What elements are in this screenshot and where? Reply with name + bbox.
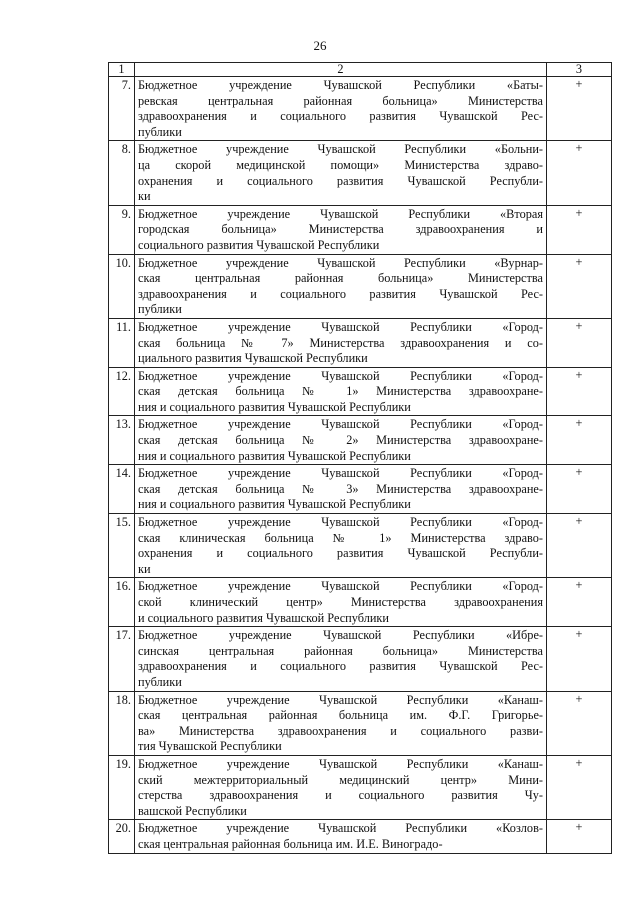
institution-name-line: ская детская больница № 3» Министерства здравоохране- <box>138 481 543 496</box>
institution-name-line: Бюджетное учреждение Чувашской Республики «Город- <box>138 417 543 432</box>
applicability-mark: + <box>547 465 612 514</box>
applicability-mark: + <box>547 318 612 367</box>
institution-name-line: публики <box>138 302 182 317</box>
table-row <box>109 141 612 205</box>
applicability-mark: + <box>547 367 612 416</box>
institution-name-line: Бюджетное учреждение Чувашской Республики «Баты- <box>138 78 543 92</box>
applicability-mark: + <box>547 820 612 853</box>
institution-name <box>135 820 547 853</box>
institution-name <box>135 141 547 205</box>
row-number: 9. <box>109 205 135 254</box>
institution-name-line: ца скорой медицинской помощи» Министерства здраво- <box>138 157 543 172</box>
table-row <box>109 578 612 627</box>
table-row <box>109 465 612 514</box>
institution-name-line: ская детская больница № 2» Министерства здравоохране- <box>138 433 543 448</box>
page-number: 26 <box>313 38 327 53</box>
institution-name-line: Бюджетное учреждение Чувашской Республики «Канаш- <box>138 756 543 771</box>
institution-name <box>135 755 547 819</box>
institution-name-line: ская клиническая больница № 1» Министерства здраво- <box>138 530 543 545</box>
institution-name-line: ния и социального развития Чувашской Республики <box>138 497 411 512</box>
row-number: 8. <box>109 141 135 205</box>
applicability-mark: + <box>547 141 612 205</box>
applicability-mark: + <box>547 578 612 627</box>
institution-name-line: Бюджетное учреждение Чувашской Республики «Больни- <box>138 142 543 157</box>
institution-name-line: тия Чувашской Республики <box>138 739 282 754</box>
institution-name-line: городская больница» Министерства здравоохранения и <box>138 222 543 237</box>
institution-name-line: ревская центральная районная больница» Министерства <box>138 93 543 108</box>
row-number: 10. <box>109 254 135 318</box>
institution-name <box>135 254 547 318</box>
institution-name-line: ния и социального развития Чувашской Республики <box>138 399 411 414</box>
applicability-mark: + <box>547 514 612 578</box>
institution-name-line: Бюджетное учреждение Чувашской Республики «Вурнар- <box>138 255 543 270</box>
applicability-mark: + <box>547 627 612 691</box>
institution-name-line: и социального развития Чувашской Республики <box>138 610 389 625</box>
table-row <box>109 367 612 416</box>
institution-name-line: охранения и социального развития Чувашской Республи- <box>138 173 543 188</box>
institution-name-line: ская центральная районная больница» Министерства <box>138 271 543 286</box>
institution-name <box>135 627 547 691</box>
institution-name-line: стерства здравоохранения и социального развития Чу- <box>138 788 543 803</box>
institution-name-line: социального развития Чувашской Республики <box>138 237 380 252</box>
table-row <box>109 205 612 254</box>
row-number: 15. <box>109 514 135 578</box>
institution-name-line: Бюджетное учреждение Чувашской Республики «Город- <box>138 466 543 481</box>
table-row <box>109 820 612 853</box>
institution-name-line: ки <box>138 189 151 204</box>
row-number: 18. <box>109 691 135 755</box>
row-number: 19. <box>109 755 135 819</box>
institution-name-line: ния и социального развития Чувашской Республики <box>138 448 411 463</box>
institution-name <box>135 367 547 416</box>
table-row <box>109 514 612 578</box>
institution-name-line: публики <box>138 124 182 139</box>
institution-name-line: Бюджетное учреждение Чувашской Республики «Город- <box>138 319 543 334</box>
row-number: 20. <box>109 820 135 853</box>
table-row <box>109 416 612 465</box>
applicability-mark: + <box>547 755 612 819</box>
institution-name <box>135 691 547 755</box>
row-number: 16. <box>109 578 135 627</box>
table-row <box>109 254 612 318</box>
institution-name-line: здравоохранения и социального развития Чувашской Рес- <box>138 286 543 301</box>
institution-name-line: ки <box>138 561 151 576</box>
institution-name-line: ская центральная районная больница им. И.Е. Виноградо- <box>138 836 443 851</box>
table-row <box>109 627 612 691</box>
applicability-mark: + <box>547 416 612 465</box>
row-number: 14. <box>109 465 135 514</box>
institution-name-line: Бюджетное учреждение Чувашской Республики «Канаш- <box>138 692 543 707</box>
applicability-mark: + <box>547 254 612 318</box>
institution-name-line: ская детская больница № 1» Министерства здравоохране- <box>138 384 543 399</box>
institution-name <box>135 318 547 367</box>
institution-name-line: ская больница № 7» Министерства здравоохранения и со- <box>138 335 543 350</box>
applicability-mark: + <box>547 691 612 755</box>
row-number: 7. <box>109 77 135 141</box>
institution-name-line: Бюджетное учреждение Чувашской Республики «Козлов- <box>138 821 543 836</box>
institution-name-line: ва» Министерства здравоохранения и социального разви- <box>138 723 543 738</box>
column-header-mark: 3 <box>547 63 612 77</box>
applicability-mark: + <box>547 205 612 254</box>
applicability-mark: + <box>547 77 612 141</box>
column-header-name: 2 <box>135 63 547 77</box>
table-row <box>109 318 612 367</box>
institution-name <box>135 205 547 254</box>
institution-name-line: Бюджетное учреждение Чувашской Республики «Город- <box>138 368 543 383</box>
table-header-row <box>109 63 612 77</box>
institution-name-line: ской клинический центр» Министерства здравоохранения <box>138 595 543 609</box>
institution-name-line: ский межтерриториальный медицинский центр» Мини- <box>138 772 543 787</box>
table-row <box>109 77 612 141</box>
row-number: 11. <box>109 318 135 367</box>
institution-name <box>135 514 547 578</box>
institution-name-line: Бюджетное учреждение Чувашской Республики «Ибре- <box>138 628 543 643</box>
row-number: 12. <box>109 367 135 416</box>
institution-name <box>135 77 547 141</box>
institution-name-line: здравоохранения и социального развития Чувашской Рес- <box>138 109 543 124</box>
institution-name-line: здравоохранения и социального развития Чувашской Рес- <box>138 659 543 674</box>
table-body <box>109 77 612 854</box>
table-row <box>109 691 612 755</box>
table-row <box>109 755 612 819</box>
institution-name-line: охранения и социального развития Чувашской Республи- <box>138 546 543 561</box>
institution-name-line: Бюджетное учреждение Чувашской Республики «Город- <box>138 515 543 530</box>
institution-name-line: Бюджетное учреждение Чувашской Республики «Вторая <box>138 206 543 221</box>
institution-name-line: публики <box>138 674 182 689</box>
institutions-table <box>108 62 612 854</box>
institution-name <box>135 465 547 514</box>
institution-name <box>135 416 547 465</box>
institution-name-line: синская центральная районная больница» Министерства <box>138 643 543 658</box>
institution-name-line: Бюджетное учреждение Чувашской Республики «Город- <box>138 579 543 594</box>
column-header-number: 1 <box>109 63 135 77</box>
institution-name-line: циального развития Чувашской Республики <box>138 351 368 366</box>
row-number: 13. <box>109 416 135 465</box>
institution-name <box>135 578 547 627</box>
row-number: 17. <box>109 627 135 691</box>
institution-name-line: ская центральная районная больница им. Ф.Г. Григорье- <box>138 708 543 723</box>
institution-name-line: вашской Республики <box>138 803 247 818</box>
